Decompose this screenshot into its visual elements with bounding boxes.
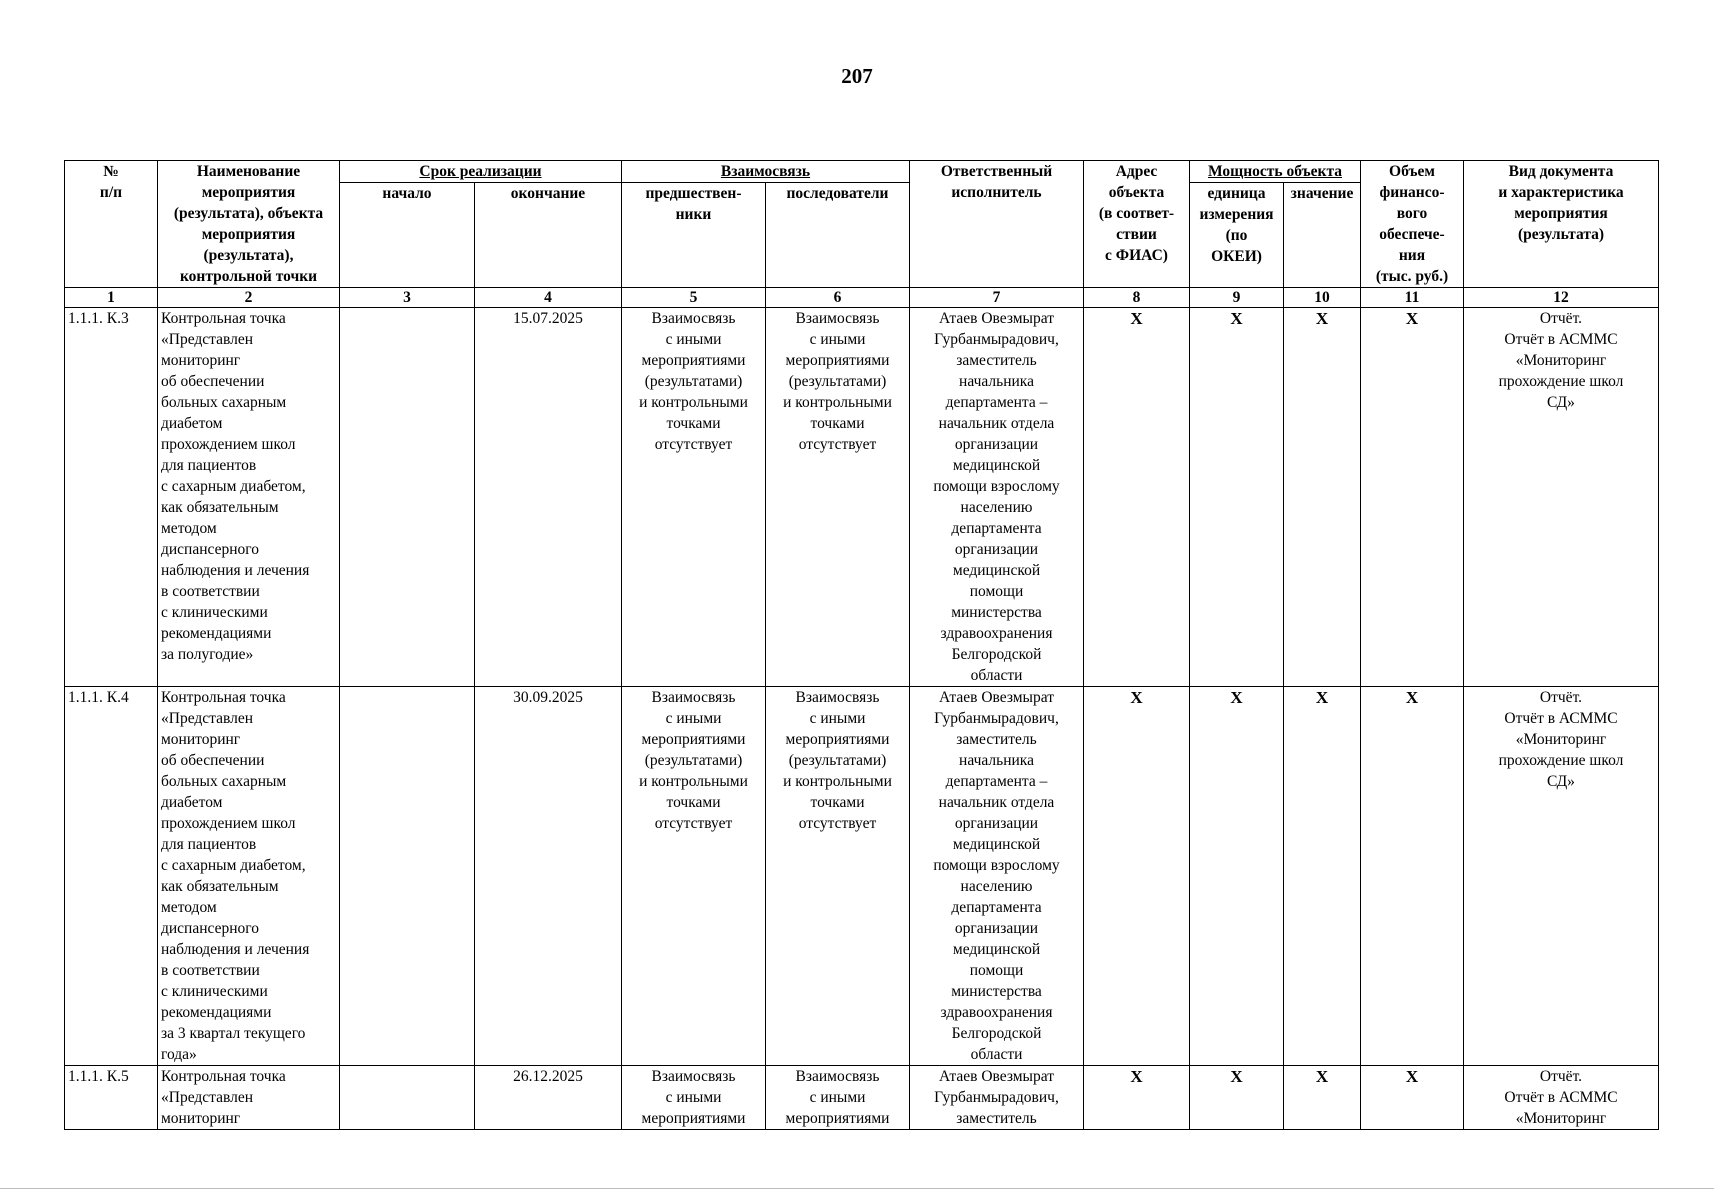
header-end: окончание [475,183,622,288]
row-start [340,1066,475,1130]
header-value: значение [1284,183,1361,288]
col-number: 11 [1361,288,1464,308]
col-number: 4 [475,288,622,308]
col-number: 7 [910,288,1084,308]
row-unit: X [1190,687,1284,1066]
row-responsible: Атаев Овезмырат Гурбанмырадович, заместитель начальника департамента – начальник отдела организации медицинской помощи взрослому населению департамента организации медицинской помощи министерства здравоохранения Белгородской области [910,687,1084,1066]
row-predecessors: Взаимосвязь с иными мероприятиями [622,1066,766,1130]
row-name: Контрольная точка «Представлен мониторинг [158,1066,340,1130]
row-address: X [1084,687,1190,1066]
row-address: X [1084,1066,1190,1130]
col-number: 9 [1190,288,1284,308]
table-row [65,687,1659,1066]
header-relation: Взаимосвязь [622,161,910,183]
column-number-row [65,288,1659,308]
header-finance: Объем финансо- вого обеспече- ния (тыс. руб.) [1361,161,1464,288]
row-value: X [1284,1066,1361,1130]
col-number: 2 [158,288,340,308]
row-number: 1.1.1. К.4 [65,687,158,1066]
row-unit: X [1190,308,1284,687]
col-number: 12 [1464,288,1659,308]
scan-edge-divider [0,1188,1714,1189]
row-address: X [1084,308,1190,687]
plan-table [64,160,1659,1130]
header-no: № п/п [65,161,158,288]
header-doc-type: Вид документа и характеристика мероприятия (результата) [1464,161,1659,288]
col-number: 8 [1084,288,1190,308]
row-start [340,308,475,687]
row-value: X [1284,687,1361,1066]
page-number: 207 [841,64,873,88]
row-number: 1.1.1. К.5 [65,1066,158,1130]
row-doc: Отчёт. Отчёт в АСММС «Мониторинг прохождение школ СД» [1464,308,1659,687]
row-start [340,687,475,1066]
header-predecessors: предшествен- ники [622,183,766,288]
row-responsible: Атаев Овезмырат Гурбанмырадович, заместитель начальника департамента – начальник отдела организации медицинской помощи взрослому населению департамента организации медицинской помощи министерства здравоохранения Белгородской области [910,308,1084,687]
header-start: начало [340,183,475,288]
row-value: X [1284,308,1361,687]
row-end: 26.12.2025 [475,1066,622,1130]
row-unit: X [1190,1066,1284,1130]
header-term: Срок реализации [340,161,622,183]
header-capacity: Мощность объекта [1190,161,1361,183]
header-unit: единица измерения (по ОКЕИ) [1190,183,1284,288]
header-address: Адрес объекта (в соответ- ствии с ФИАС) [1084,161,1190,288]
row-successors: Взаимосвязь с иными мероприятиями (результатами) и контрольными точками отсутствует [766,687,910,1066]
row-doc: Отчёт. Отчёт в АСММС «Мониторинг [1464,1066,1659,1130]
header-responsible: Ответственный исполнитель [910,161,1084,288]
header-name: Наименование мероприятия (результата), объекта мероприятия (результата), контрольной точки [158,161,340,288]
row-end: 30.09.2025 [475,687,622,1066]
col-number: 5 [622,288,766,308]
header-successors: последователи [766,183,910,288]
col-number: 6 [766,288,910,308]
col-number: 1 [65,288,158,308]
row-predecessors: Взаимосвязь с иными мероприятиями (результатами) и контрольными точками отсутствует [622,687,766,1066]
col-number: 3 [340,288,475,308]
row-doc: Отчёт. Отчёт в АСММС «Мониторинг прохождение школ СД» [1464,687,1659,1066]
row-end: 15.07.2025 [475,308,622,687]
row-successors: Взаимосвязь с иными мероприятиями (результатами) и контрольными точками отсутствует [766,308,910,687]
col-number: 10 [1284,288,1361,308]
row-finance: X [1361,308,1464,687]
table-row [65,1066,1659,1130]
row-finance: X [1361,1066,1464,1130]
row-responsible: Атаев Овезмырат Гурбанмырадович, заместитель [910,1066,1084,1130]
row-finance: X [1361,687,1464,1066]
row-name: Контрольная точка «Представлен мониторинг об обеспечении больных сахарным диабетом прохождением школ для пациентов с сахарным диабетом, как обязательным методом диспансерного наблюдения и лечения в соответствии с клиническими рекомендациями за 3 квартал текущего года» [158,687,340,1066]
row-predecessors: Взаимосвязь с иными мероприятиями (результатами) и контрольными точками отсутствует [622,308,766,687]
table-row [65,308,1659,687]
row-successors: Взаимосвязь с иными мероприятиями [766,1066,910,1130]
row-number: 1.1.1. К.3 [65,308,158,687]
row-name: Контрольная точка «Представлен мониторинг об обеспечении больных сахарным диабетом прохождением школ для пациентов с сахарным диабетом, как обязательным методом диспансерного наблюдения и лечения в соответствии с клиническими рекомендациями за полугодие» [158,308,340,687]
